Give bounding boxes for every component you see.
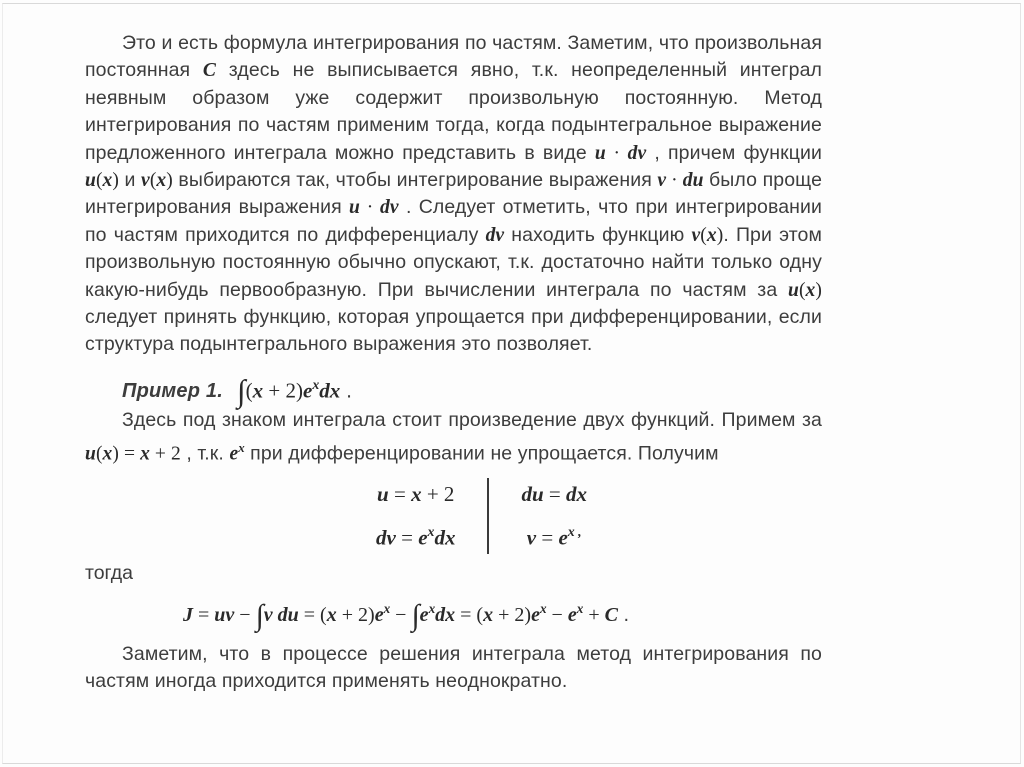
page-content	[85, 30, 822, 696]
uv-substitution-table	[372, 476, 591, 556]
formula-u: u = x + 2	[377, 481, 455, 506]
paragraph-example-setup: Здесь под знаком интеграла стоит произведение двух функций. Примем за u(x) = x + 2 , т.к. $e^x$ при дифференцировании не упрощается. Получим	[85, 409, 822, 465]
formula-result: J = uv − ∫v du = $(x + 2)e^x - \int e^xdx = (x + 2)e^x - e^x + C$ .	[183, 599, 630, 633]
paragraph-note: Заметим, что в процессе решения интеграла метод интегрирования по частям иногда приходится применять неоднократно.	[85, 642, 822, 693]
formula-du: du = dx	[521, 481, 587, 506]
example-label: Пример 1.	[122, 380, 223, 403]
label-togda: тогда	[85, 562, 134, 585]
paragraph-intro: Это и есть формула интегрирования по частям. Заметим, что произвольная постоянная C здесь не выписывается явно, т.к. неопределенный интеграл неявным образом уже содержит произвольную постоянную. Метод интегрирования по частям применим тогда, когда подынтегральное выражение предложенного интеграла можно представить в виде u · dv , причем функции u(x) и v(x) выбираются так, чтобы интегрирование выражения v · du было проще интегрирования выражения u · dv . Следует отметить, что при интегрировании по частям приходится по дифференциалу dv находить функцию v(x). При этом произвольную постоянную обычно опускают, т.к. достаточно найти только одну какую-нибудь первообразную. При вычислении интеграла по частям за u(x) следует принять функцию, которая упрощается при дифференцировании, если структура подынтегрального выражения это позволяет.	[85, 32, 823, 356]
example-heading	[85, 373, 822, 409]
formula-v: $v = e^x$ ,	[526, 523, 582, 550]
substitution-column-right	[517, 476, 591, 556]
vertical-divider-line	[487, 478, 489, 554]
formula-dv: dv = $e^xdx$	[376, 523, 456, 550]
substitution-column-left	[372, 476, 459, 556]
example-integral-formula: $\int(x + 2)e^xdx$ .	[237, 373, 352, 409]
